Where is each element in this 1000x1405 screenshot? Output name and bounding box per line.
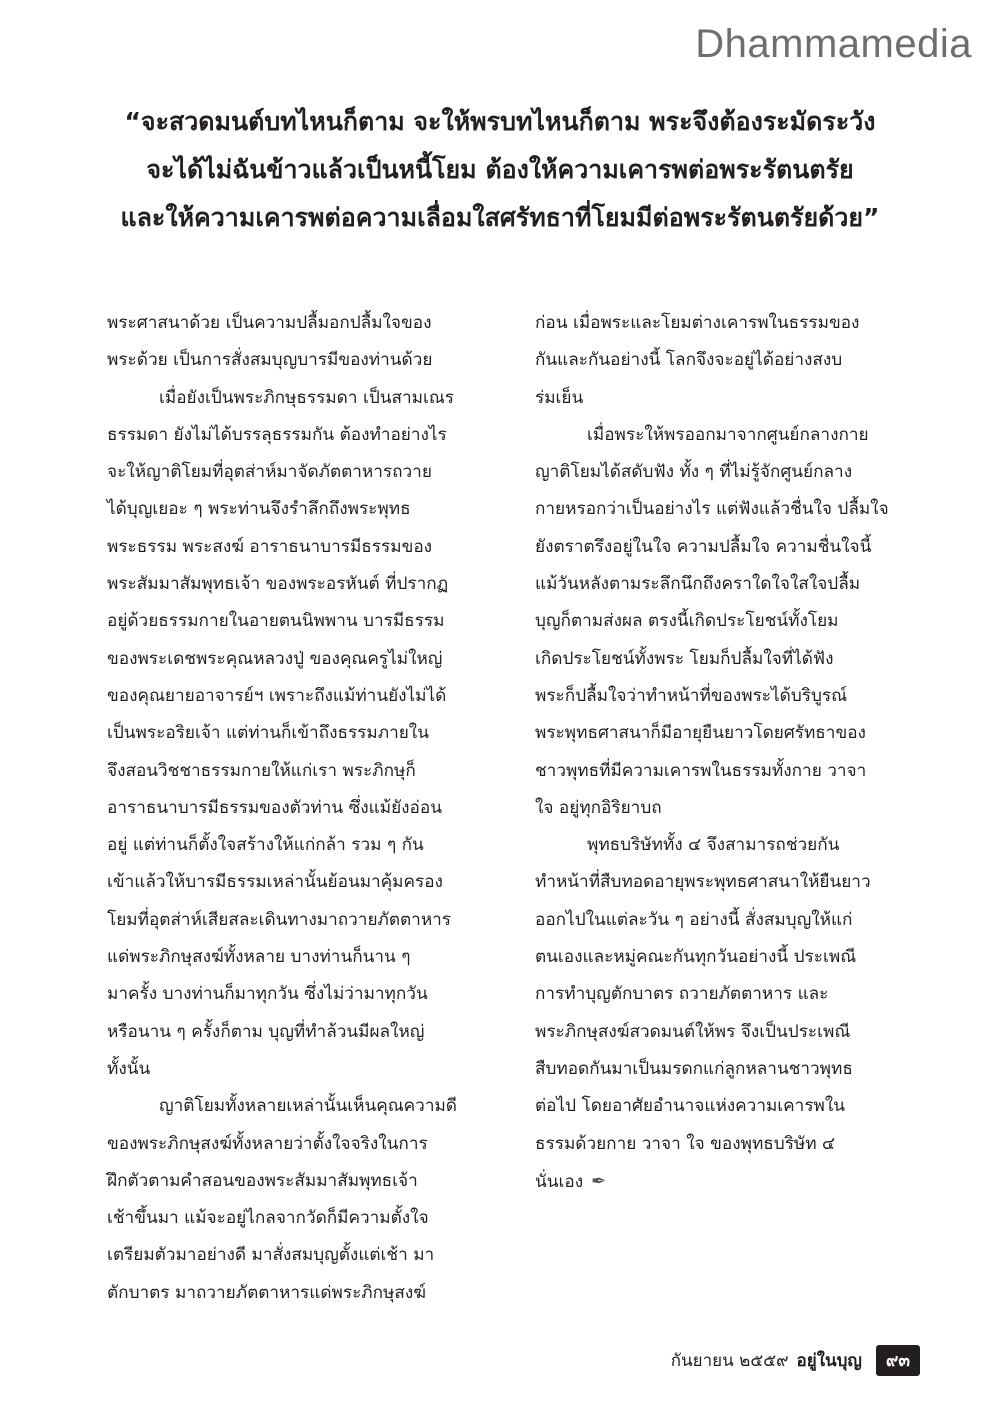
text-line: ของคุณยายอาจารย์ฯ เพราะถึงแม้ท่านยังไม่ได้ [107, 685, 447, 706]
article-column-right [535, 305, 920, 1201]
text-line: บุญก็ตามส่งผล ตรงนี้เกิดประโยชน์ทั้งโยม [535, 611, 839, 632]
text-line: เข้าแล้วให้บารมีธรรมเหล่านั้นย้อนมาคุ้มครอง [107, 872, 443, 893]
text-line: ชาวพุทธที่มีความเคารพในธรรมทั้งกาย วาจา [535, 760, 867, 781]
text-line: กายหรอกว่าเป็นอย่างไร แต่ฟังแล้วชื่นใจ ปลื้มใจ [535, 499, 889, 520]
text-line: อยู่ แต่ท่านก็ตั้งใจสร้างให้แก่กล้า รวม ๆ กัน [107, 835, 424, 856]
text-line: ก่อน เมื่อพระและโยมต่างเคารพในธรรมของ [535, 313, 860, 333]
text-line: ทำหน้าที่สืบทอดอายุพระพุทธศาสนาให้ยืนยาว [535, 872, 871, 893]
page-number: ๙๓ [876, 1345, 920, 1376]
text-line: จึงสอนวิชชาธรรมกายให้แก่เรา พระภิกษุก็ [107, 760, 416, 781]
text-line: ร่มเย็น [535, 387, 584, 408]
text-line: ฝึกตัวตามคำสอนของพระสัมมาสัมพุทธเจ้า [107, 1170, 418, 1191]
text-line: พระก็ปลื้มใจว่าทำหน้าที่ของพระได้บริบูรณ์ [535, 685, 848, 706]
text-line: พระศาสนาด้วย เป็นความปลื้มอกปลื้มใจของ [107, 313, 432, 333]
text-line: ออกไปในแต่ละวัน ๆ อย่างนี้ สั่งสมบุญให้แก่ [535, 909, 853, 930]
text-line: ได้บุญเยอะ ๆ พระท่านจึงรำลึกถึงพระพุทธ [107, 499, 411, 520]
text-line-end: นั่นเอง [535, 1171, 584, 1192]
text-line: การทำบุญตักบาตร ถวายภัตตาหาร และ [535, 984, 829, 1005]
text-line: เมื่อพระให้พรออกมาจากศูนย์กลางกาย [587, 424, 869, 445]
text-line: ยังตราตรึงอยู่ในใจ ความปลื้มใจ ความชื่นใจนี้ [535, 536, 872, 557]
text-line: ธรรมดา ยังไม่ได้บรรลุธรรมกัน ต้องทำอย่างไร [107, 424, 447, 445]
text-line: ญาติโยมทั้งหลายเหล่านั้นเห็นคุณความดี [159, 1096, 457, 1117]
text-line: ญาติโยมได้สดับฟัง ทั้ง ๆ ที่ไม่รู้จักศูนย์กลาง [535, 462, 853, 483]
text-line: พระธรรม พระสงฆ์ อาราธนาบารมีธรรมของ [107, 536, 433, 557]
text-line: พุทธบริษัททั้ง ๔ จึงสามารถช่วยกัน [587, 835, 840, 856]
text-line: สืบทอดกันมาเป็นมรดกแก่ลูกหลานชาวพุทธ [535, 1058, 853, 1079]
text-line: เมื่อยังเป็นพระภิกษุธรรมดา เป็นสามเณร [159, 387, 454, 408]
text-line: ของพระภิกษุสงฆ์ทั้งหลายว่าตั้งใจจริงในการ [107, 1133, 428, 1154]
text-line: เตรียมตัวมาอย่างดี มาสั่งสมบุญตั้งแต่เช้า มา [107, 1245, 435, 1266]
text-line: ตนเองและหมู่คณะกันทุกวันอย่างนี้ ประเพณี [535, 947, 857, 968]
text-line: เป็นพระอริยเจ้า แต่ท่านก็เข้าถึงธรรมภายใน [107, 723, 429, 744]
text-line: เกิดประโยชน์ทั้งพระ โยมก็ปลื้มใจที่ได้ฟัง [535, 648, 834, 669]
article-column-left [107, 305, 495, 1312]
text-line: ธรรมด้วยกาย วาจา ใจ ของพุทธบริษัท ๔ [535, 1133, 836, 1154]
page-footer [671, 1345, 920, 1376]
pull-quote [60, 98, 940, 242]
text-line: หรือนาน ๆ ครั้งก็ตาม บุญที่ทำล้วนมีผลใหญ่ [107, 1021, 425, 1042]
pull-quote-line: “จะสวดมนต์บทไหนก็ตาม จะให้พรบทไหนก็ตาม พระจึงต้องระมัดระวัง [124, 107, 876, 136]
text-line: แม้วันหลังตามระลึกนึกถึงคราใดใจใสใจปลื้ม [535, 574, 861, 595]
magazine-name: อยู่ในบุญ [796, 1351, 862, 1371]
brand-logo-text: Dhammamedia [695, 22, 972, 66]
text-line: พระด้วย เป็นการสั่งสมบุญบารมีของท่านด้วย [107, 350, 433, 371]
text-line: อาราธนาบารมีธรรมของตัวท่าน ซึ่งแม้ยังอ่อน [107, 797, 442, 818]
text-line: จะให้ญาติโยมที่อุตส่าห์มาจัดภัตตาหารถวาย [107, 462, 432, 483]
text-line: ตักบาตร มาถวายภัตตาหารแด่พระภิกษุสงฆ์ [107, 1282, 427, 1303]
issue-date: กันยายน ๒๕๕๙ [670, 1351, 789, 1371]
text-line: อยู่ด้วยธรรมกายในอายตนนิพพาน บารมีธรรม [107, 611, 445, 632]
pull-quote-line: และให้ความเคารพต่อความเลื่อมใสศรัทธาที่โยมมีต่อพระรัตนตรัยด้วย” [120, 203, 880, 232]
text-line: ต่อไป โดยอาศัยอำนาจแห่งความเคารพใน [535, 1096, 846, 1117]
text-line: กันและกันอย่างนี้ โลกจึงจะอยู่ได้อย่างสงบ [535, 350, 843, 371]
text-line: พระสัมมาสัมพุทธเจ้า ของพระอรหันต์ ที่ปรากฏ [107, 574, 449, 595]
pull-quote-line: จะได้ไม่ฉันข้าวแล้วเป็นหนี้โยม ต้องให้ความเคารพต่อพระรัตนตรัย [146, 155, 854, 184]
text-line: มาครั้ง บางท่านก็มาทุกวัน ซึ่งไม่ว่ามาทุกวัน [107, 984, 428, 1005]
text-line: ของพระเดชพระคุณหลวงปู่ ของคุณครูไม่ใหญ่ [107, 648, 443, 669]
text-line: เช้าขึ้นมา แม้จะอยู่ไกลจากวัดก็มีความตั้งใจ [107, 1208, 429, 1229]
feather-end-icon: ✒ [591, 1170, 607, 1192]
text-line: ใจ อยู่ทุกอิริยาบถ [535, 797, 662, 818]
text-line: พระพุทธศาสนาก็มีอายุยืนยาวโดยศรัทธาของ [535, 723, 866, 744]
text-line: แด่พระภิกษุสงฆ์ทั้งหลาย บางท่านก็นาน ๆ [107, 947, 411, 968]
text-line: โยมที่อุตส่าห์เสียสละเดินทางมาถวายภัตตาหาร [107, 909, 452, 930]
text-line: พระภิกษุสงฆ์สวดมนต์ให้พร จึงเป็นประเพณี [535, 1021, 851, 1042]
text-line-last [535, 1163, 920, 1201]
text-line: ทั้งนั้น [107, 1058, 151, 1079]
